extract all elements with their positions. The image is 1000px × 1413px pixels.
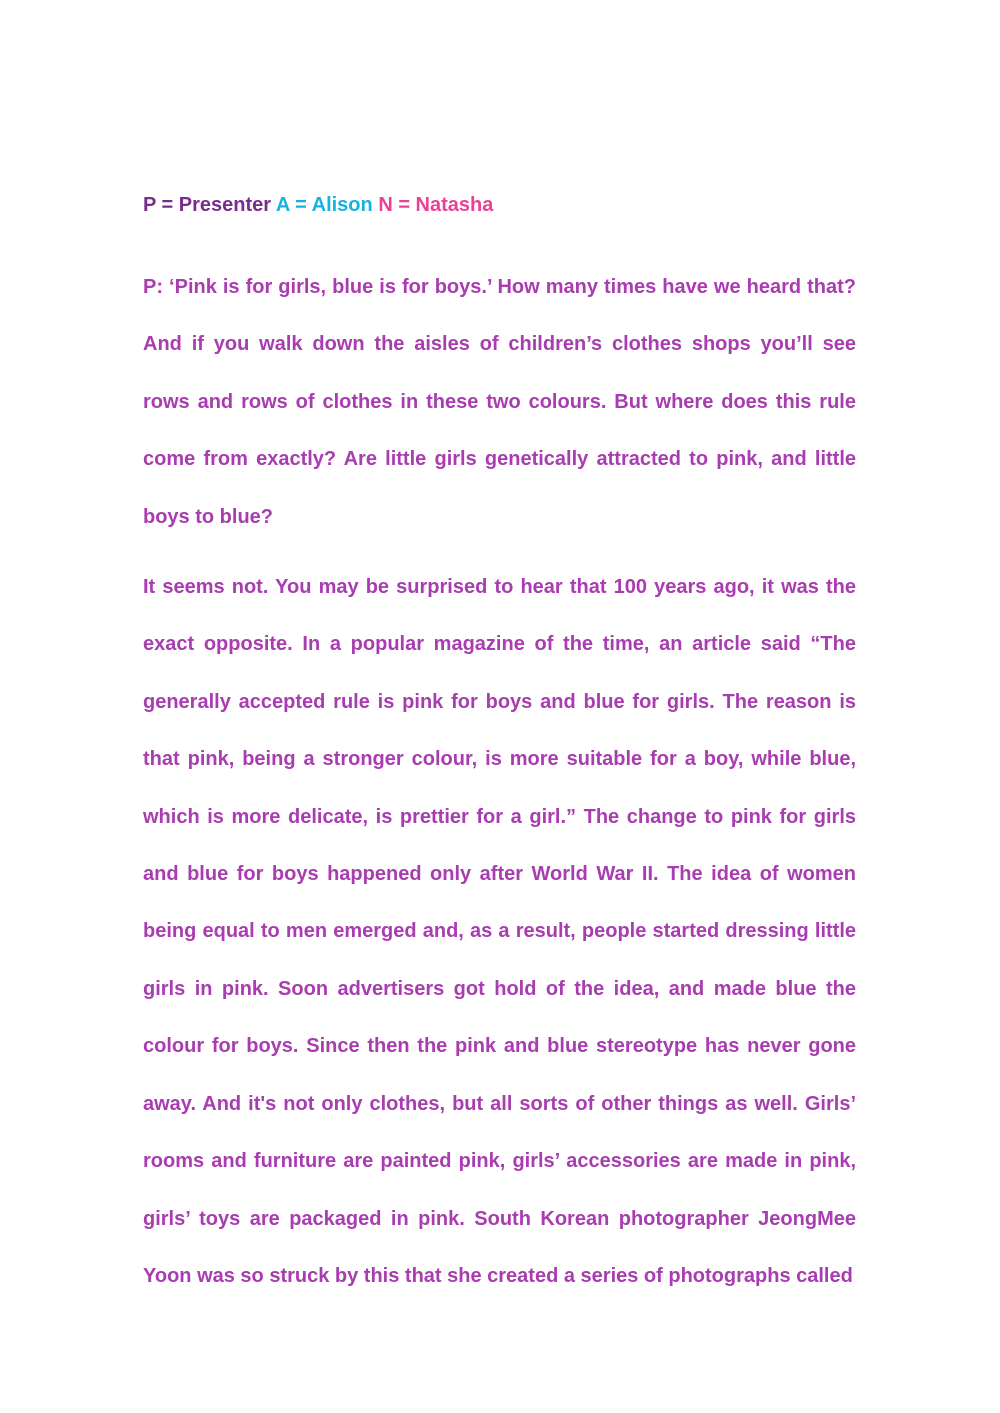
document-page xyxy=(143,188,856,1305)
legend-presenter: P = Presenter xyxy=(143,194,272,216)
transcript-paragraph-2: It seems not. You may be surprised to hear that 100 years ago, it was the exact opposite. In a popular magazine of the time, an article said “The generally accepted rule is pink for boys and blue for girls. The reason is that pink, being a stronger colour, is more suitable for a boy, while blue, which is more delicate, is prettier for a girl.” The change to pink for girls and blue for boys happened only after World War II. The idea of women being equal to men emerged and, as a result, people started dressing little girls in pink. Soon advertisers got hold of the idea, and made blue the colour for boys. Since then the pink and blue stereotype has never gone away. And it's not only clothes, but all sorts of other things as well. Girls’ rooms and furniture are painted pink, girls’ accessories are made in pink, girls’ toys are packaged in pink. South Korean photographer JeongMee Yoon was so struck by this that she created a series of photographs called xyxy=(143,576,856,1287)
legend-alison: A = Alison xyxy=(275,194,373,216)
speaker-legend xyxy=(143,188,856,222)
transcript-paragraph-1: P: ‘Pink is for girls, blue is for boys.’ How many times have we heard that? And if you walk down the aisles of children’s clothes shops you’ll see rows and rows of clothes in these two colours. But where does this rule come from exactly? Are little girls genetically attracted to pink, and little boys to blue? xyxy=(143,276,856,528)
legend-natasha: N = Natasha xyxy=(378,194,494,216)
